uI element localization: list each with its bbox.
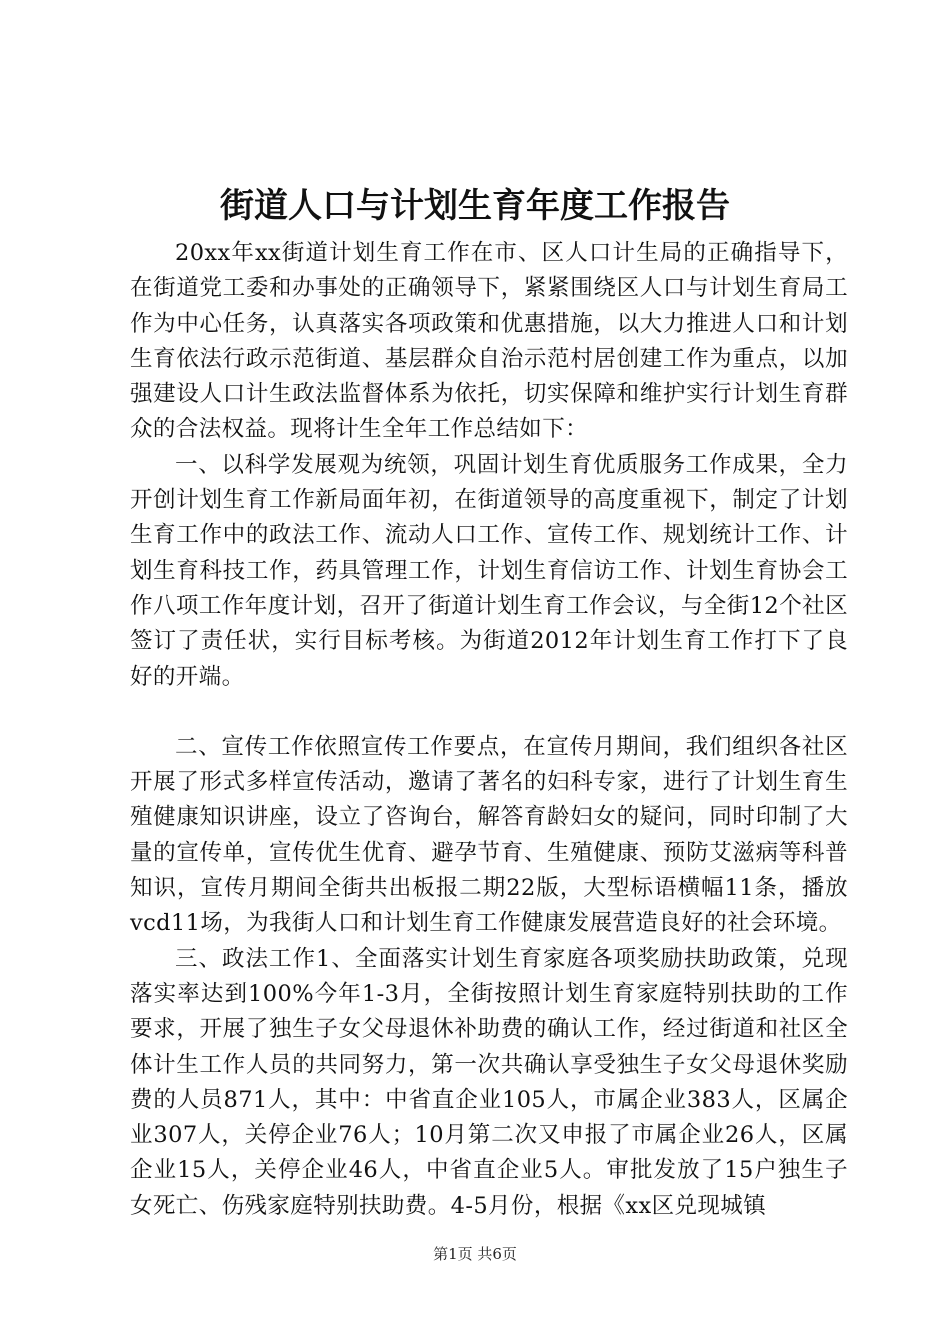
document-body [130, 236, 848, 1224]
document-title: 街道人口与计划生育年度工作报告 [220, 186, 730, 226]
paragraph-intro: 20xx年xx街道计划生育工作在市、区人口计生局的正确指导下，在街道党工委和办事处的正确领导下，紧紧围绕区人口与计划生育局工作为中心任务，认真落实各项政策和优惠措施，以大力推进人口和计划生育依法行政示范街道、基层群众自治示范村居创建工作为重点，以加强建设人口计生政法监督体系为依托，切实保障和维护实行计划生育群众的合法权益。现将计生全年工作总结如下： [130, 240, 848, 443]
paragraph-section-3: 三、政法工作1、全面落实计划生育家庭各项奖励扶助政策，兑现落实率达到100%今年1-3月，全街按照计划生育家庭特别扶助的工作要求，开展了独生子女父母退休补助费的确认工作，经过街道和社区全体计生工作人员的共同努力，第一次共确认享受独生子女父母退休奖励费的人员871人，其中：中省直企业105人，市属企业383人，区属企业307人，关停企业76人；10月第二次又申报了市属企业26人，区属企业15人，关停企业46人，中省直企业5人。审批发放了15户独生子女死亡、伤残家庭特别扶助费。4-5月份，根据《xx区兑现城镇 [130, 945, 848, 1219]
page-number-footer: 第1页 共6页 [433, 1245, 517, 1263]
paragraph-section-2: 二、宣传工作依照宣传工作要点，在宣传月期间，我们组织各社区开展了形式多样宣传活动，邀请了著名的妇科专家，进行了计划生育生殖健康知识讲座，设立了咨询台，解答育龄妇女的疑问，同时印制了大量的宣传单，宣传优生优育、避孕节育、生殖健康、预防艾滋病等科普知识，宣传月期间全街共出板报二期22版，大型标语横幅11条，播放vcd11场，为我街人口和计划生育工作健康发展营造良好的社会环境。 [130, 733, 848, 937]
paragraph-section-1: 一、以科学发展观为统领，巩固计划生育优质服务工作成果，全力开创计划生育工作新局面年初，在街道领导的高度重视下，制定了计划生育工作中的政法工作、流动人口工作、宣传工作、规划统计工作、计划生育科技工作，药具管理工作，计划生育信访工作、计划生育协会工作八项工作年度计划，召开了街道计划生育工作会议，与全街12个社区签订了责任状，实行目标考核。为街道2012年计划生育工作打下了良好的开端。 [130, 451, 848, 690]
